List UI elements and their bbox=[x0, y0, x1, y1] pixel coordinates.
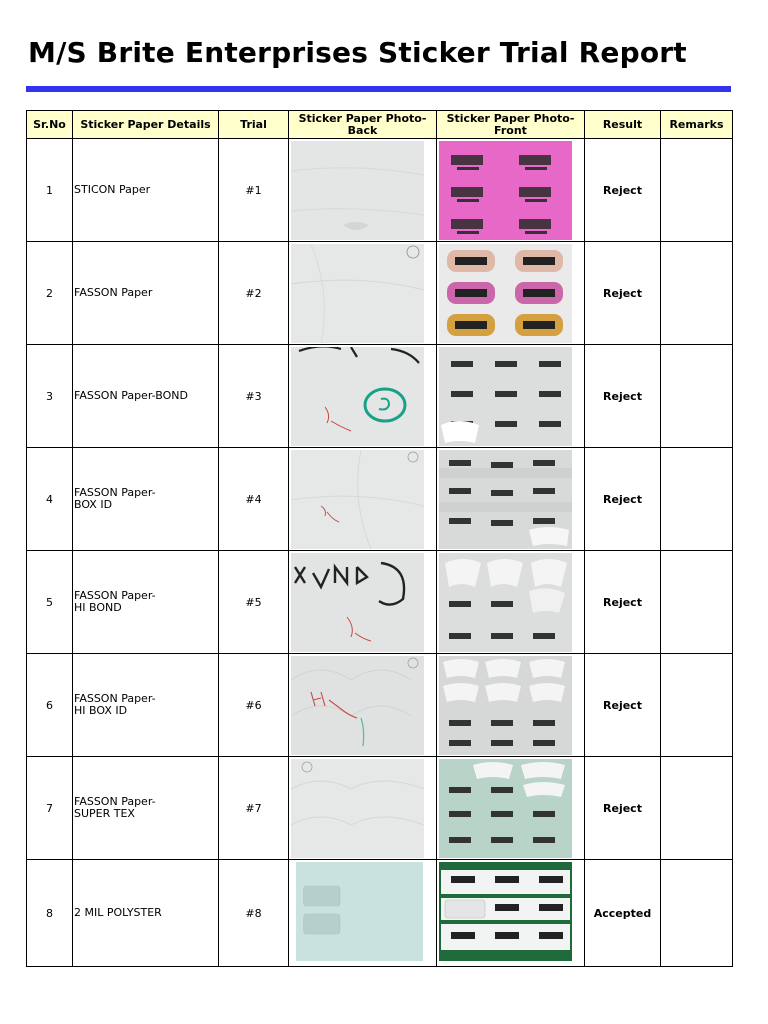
table-row bbox=[27, 551, 733, 654]
photo-back-image bbox=[291, 347, 424, 446]
photo-back-cell bbox=[289, 654, 437, 757]
paper-details-cell: FASSON Paper-BOND bbox=[73, 345, 219, 448]
remarks-cell bbox=[661, 139, 733, 242]
paper-details-cell bbox=[73, 757, 219, 860]
photo-front-image bbox=[439, 347, 572, 446]
remarks-cell bbox=[661, 242, 733, 345]
remarks-cell bbox=[661, 551, 733, 654]
photo-front-cell bbox=[437, 551, 585, 654]
photo-back-image bbox=[291, 553, 424, 652]
paper-details-cell: FASSON Paper bbox=[73, 242, 219, 345]
trial-cell: #6 bbox=[219, 654, 289, 757]
photo-front-cell bbox=[437, 242, 585, 345]
sr-no-cell: 4 bbox=[27, 448, 73, 551]
sr-no-cell: 1 bbox=[27, 139, 73, 242]
table-row bbox=[27, 654, 733, 757]
photo-back-cell bbox=[289, 860, 437, 967]
result-cell: Reject bbox=[585, 551, 661, 654]
sr-no-cell: 5 bbox=[27, 551, 73, 654]
trial-cell: #7 bbox=[219, 757, 289, 860]
photo-front-image bbox=[439, 450, 572, 549]
photo-back-image bbox=[291, 141, 424, 240]
trial-cell: #4 bbox=[219, 448, 289, 551]
result-cell: Reject bbox=[585, 345, 661, 448]
remarks-cell bbox=[661, 860, 733, 967]
photo-front-cell bbox=[437, 654, 585, 757]
header-photo-back: Sticker Paper Photo-Back bbox=[289, 111, 437, 139]
sr-no-cell: 7 bbox=[27, 757, 73, 860]
header-trial: Trial bbox=[219, 111, 289, 139]
photo-back-cell bbox=[289, 139, 437, 242]
header-remarks: Remarks bbox=[661, 111, 733, 139]
result-cell: Reject bbox=[585, 757, 661, 860]
paper-details-line: BOX ID bbox=[74, 498, 113, 511]
trial-report-table bbox=[26, 110, 733, 967]
photo-back-image bbox=[291, 759, 424, 858]
paper-details-line: SUPER TEX bbox=[74, 807, 135, 820]
table-header-row bbox=[27, 111, 733, 139]
table-row bbox=[27, 242, 733, 345]
trial-cell: #8 bbox=[219, 860, 289, 967]
paper-details-cell bbox=[73, 448, 219, 551]
photo-front-cell bbox=[437, 448, 585, 551]
photo-front-image bbox=[439, 759, 572, 858]
paper-details-line: FASSON Paper- bbox=[74, 589, 156, 602]
paper-details-line: FASSON Paper- bbox=[74, 795, 156, 808]
result-cell: Reject bbox=[585, 242, 661, 345]
trial-cell: #1 bbox=[219, 139, 289, 242]
result-cell: Reject bbox=[585, 139, 661, 242]
table-row bbox=[27, 139, 733, 242]
photo-front-cell bbox=[437, 757, 585, 860]
title-underline bbox=[26, 86, 731, 92]
table-row bbox=[27, 757, 733, 860]
header-photo-front: Sticker Paper Photo-Front bbox=[437, 111, 585, 139]
photo-front-image bbox=[439, 862, 572, 961]
photo-back-cell bbox=[289, 345, 437, 448]
table-row bbox=[27, 345, 733, 448]
paper-details-cell: STICON Paper bbox=[73, 139, 219, 242]
paper-details-line: FASSON Paper- bbox=[74, 486, 156, 499]
result-cell: Accepted bbox=[585, 860, 661, 967]
remarks-cell bbox=[661, 757, 733, 860]
paper-details-line: FASSON Paper- bbox=[74, 692, 156, 705]
photo-back-image bbox=[291, 244, 424, 343]
paper-details-line: HI BOND bbox=[74, 601, 122, 614]
header-details: Sticker Paper Details bbox=[73, 111, 219, 139]
photo-front-image bbox=[439, 244, 572, 343]
photo-back-cell bbox=[289, 551, 437, 654]
report-title: M/S Brite Enterprises Sticker Trial Report bbox=[28, 36, 687, 69]
photo-back-image bbox=[291, 656, 424, 755]
sr-no-cell: 8 bbox=[27, 860, 73, 967]
sr-no-cell: 2 bbox=[27, 242, 73, 345]
table-row bbox=[27, 448, 733, 551]
trial-cell: #2 bbox=[219, 242, 289, 345]
sr-no-cell: 3 bbox=[27, 345, 73, 448]
remarks-cell bbox=[661, 654, 733, 757]
photo-back-cell bbox=[289, 757, 437, 860]
table-row bbox=[27, 860, 733, 967]
remarks-cell bbox=[661, 448, 733, 551]
photo-back-cell bbox=[289, 448, 437, 551]
paper-details-cell: 2 MIL POLYSTER bbox=[73, 860, 219, 967]
photo-front-cell bbox=[437, 139, 585, 242]
remarks-cell bbox=[661, 345, 733, 448]
header-result: Result bbox=[585, 111, 661, 139]
photo-back-cell bbox=[289, 242, 437, 345]
header-sr-no: Sr.No bbox=[27, 111, 73, 139]
paper-details-cell bbox=[73, 551, 219, 654]
trial-cell: #5 bbox=[219, 551, 289, 654]
photo-back-image bbox=[291, 450, 424, 549]
photo-front-image bbox=[439, 141, 572, 240]
photo-back-image bbox=[296, 862, 423, 961]
paper-details-cell bbox=[73, 654, 219, 757]
result-cell: Reject bbox=[585, 654, 661, 757]
trial-cell: #3 bbox=[219, 345, 289, 448]
result-cell: Reject bbox=[585, 448, 661, 551]
photo-front-cell bbox=[437, 860, 585, 967]
photo-front-image bbox=[439, 656, 572, 755]
photo-front-cell bbox=[437, 345, 585, 448]
photo-front-image bbox=[439, 553, 572, 652]
paper-details-line: HI BOX ID bbox=[74, 704, 128, 717]
sr-no-cell: 6 bbox=[27, 654, 73, 757]
